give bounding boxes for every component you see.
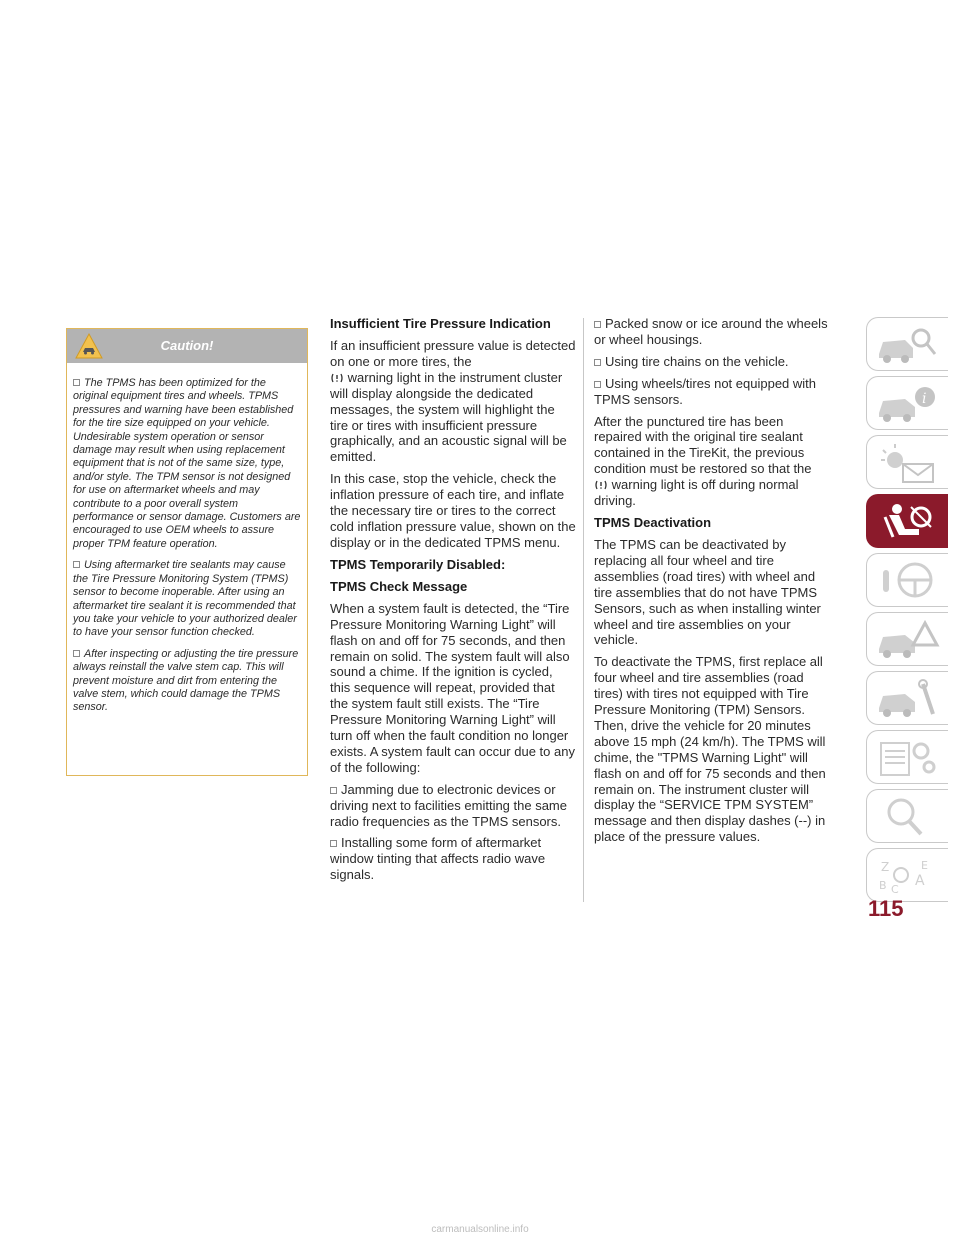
paragraph: To deactivate the TPMS, first replace all four wheel and tire assemblies (road tires) with tires not equipped with Tire Pressure Monitoring (TPM) Sensors. Then, drive the vehicle for 20 minutes above 15 mph (24 km/h). The TPMS will chime, the "TPMS Warning Light" will flash on and off for 75 seconds and then remain on. The instrument cluster will display the “SERVICE TPM SYSTEM” message and then display dashes (--) in place of the pressure values. (594, 654, 826, 845)
tab-car-info[interactable] (866, 376, 948, 430)
heading-tpms-disabled: TPMS Temporarily Disabled: (330, 556, 506, 572)
index-icon (875, 855, 941, 897)
tab-search[interactable] (866, 789, 948, 843)
paragraph: In this case, stop the vehicle, check the inflation pressure of each tire, and inflate the necessary tire or tires to the correct cold inflation pressure value, shown on the display or in the dedicated TPMS menu. (330, 471, 576, 550)
tpms-warning-icon (594, 480, 608, 490)
steering-wheel-icon (875, 560, 941, 602)
chapter-sidebar (866, 317, 948, 907)
tab-emergency[interactable] (866, 612, 948, 666)
caution-item: The TPMS has been optimized for the original equipment tires and wheels. TPMS pressures and warning have been established for the tire size equipped on your vehicle. Undesirable system operation or sensor damage may result when using replacement equipment that is not of the same size, type, and/or style. The TPM sensor is not designed for use on aftermarket wheels and may contribute to a poor overall system performance or sensor damage. Customers are encouraged to use OEM wheels to assure proper TPM feature operation. (73, 377, 301, 550)
svg-text:E: E (921, 859, 928, 872)
heading-tpms-deactivation: TPMS Deactivation (594, 514, 712, 530)
watermark: carmanualsonline.info (431, 1224, 529, 1235)
svg-text:A: A (915, 873, 925, 889)
tab-driving[interactable] (866, 553, 948, 607)
column-divider (583, 318, 584, 902)
caution-item: Using aftermarket tire sealants may cause the Tire Pressure Monitoring System (TPMS) sensor to become inoperable. After using an aftermarket tire sealant it is recommended that you take your vehicle to your authorized dealer to have your sensor function checked. (73, 559, 297, 639)
caution-item: After inspecting or adjusting the tire pressure always reinstall the valve stem cap. This will prevent moisture and dirt from entering the valve stem, which could damage the TPMS sensor. (73, 647, 299, 714)
list-item: Using tire chains on the vehicle. (594, 354, 832, 370)
paragraph: The TPMS can be deactivated by replacing all four wheel and tire assemblies (road tires) with wheel and tire assemblies that do not have TPMS Sensors, such as when installing winter wheel and tire assemblies on your vehicle. (594, 536, 821, 648)
tab-warning-lights[interactable] (866, 435, 948, 489)
svg-text:B: B (879, 879, 887, 892)
svg-text:Z: Z (881, 860, 890, 874)
tab-index[interactable] (866, 848, 948, 902)
tab-technical-specs[interactable] (866, 730, 948, 784)
car-emergency-icon (875, 619, 941, 661)
tab-safety[interactable] (866, 494, 948, 548)
list-item: Using wheels/tires not equipped with TPMS sensors. (594, 375, 817, 407)
paragraph: After the punctured tire has been repaired with the original tire sealant contained in the TireKit, the previous condition must be restored so that the warning light is off during normal driving. (594, 413, 812, 509)
heading-tpms-check: TPMS Check Message (330, 578, 468, 594)
tab-maintenance[interactable] (866, 671, 948, 725)
page-number: 115 (868, 896, 904, 921)
seat-airbag-icon (875, 501, 941, 543)
car-info-icon (875, 383, 941, 425)
tpms-warning-icon (330, 373, 344, 383)
paragraph: If an insufficient pressure value is detected on one or more tires, the warning light in the instrument cluster will display alongside the dedicated messages, the system will highlight the tire or tires with insufficient pressure graphically, and an acoustic signal will be emitted. (330, 338, 576, 465)
warning-lights-icon (875, 442, 941, 484)
heading-insufficient-pressure: Insufficient Tire Pressure Indication (330, 316, 551, 331)
text-column-2 (594, 316, 832, 851)
magnifier-icon (875, 796, 941, 838)
car-tools-icon (875, 678, 941, 720)
paragraph: When a system fault is detected, the “Tire Pressure Monitoring Warning Light” will flash on and off for 75 seconds, and then remain on solid. The system fault will also sound a chime. If the ignition is cycled, this sequence will repeat, provided that the system fault still exists. The “Tire Pressure Monitoring Warning Light” will turn off when the fault condition no longer exists. A system fault can occur due to any of the following: (330, 600, 575, 775)
list-item: Jamming due to electronic devices or driving next to facilities emitting the same radio frequencies as the TPMS sensors. (330, 781, 567, 829)
list-item: Installing some form of aftermarket window tinting that affects radio wave signals. (330, 835, 546, 883)
car-search-icon (875, 324, 941, 366)
caution-box (66, 328, 308, 776)
svg-text:C: C (891, 883, 899, 896)
caution-header (67, 329, 307, 363)
svg-text:i: i (922, 391, 927, 407)
text-column-1 (330, 316, 576, 889)
list-item: Packed snow or ice around the wheels or wheel housings. (594, 316, 828, 347)
caution-title: Caution! (160, 338, 214, 353)
specs-gear-icon (875, 737, 941, 779)
tab-car-search[interactable] (866, 317, 948, 371)
